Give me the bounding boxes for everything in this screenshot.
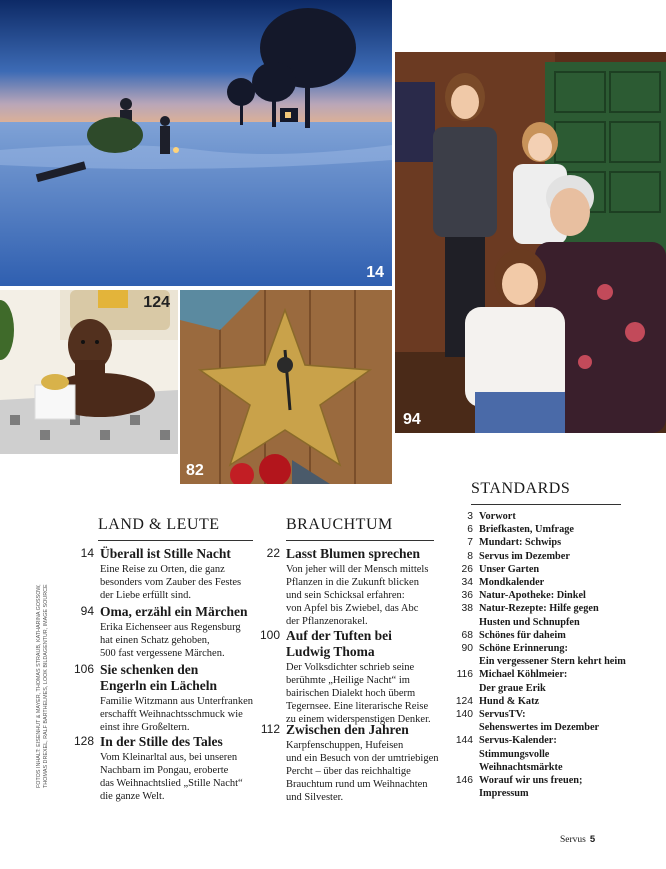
standards-item-page: 124 xyxy=(455,695,473,707)
toc-entry[interactable] xyxy=(66,662,276,734)
page-number: 5 xyxy=(589,834,596,845)
toc-entry-description: Erika Eichenseer aus Regensburg hat einen Schatz gehoben, 500 fast vergessene Märchen. xyxy=(100,622,241,659)
standards-item-label: Natur-Apotheke: Dinkel xyxy=(479,590,586,602)
toc-entry-title: Sie schenken den Engerln ein Lächeln xyxy=(100,662,218,693)
standards-item[interactable] xyxy=(447,682,627,695)
page-footer xyxy=(560,834,595,845)
toc-entry-page: 100 xyxy=(259,628,280,642)
standards-item-label: Worauf wir uns freuen; Impressum xyxy=(479,775,583,800)
toc-entry-page: 14 xyxy=(80,546,94,560)
dog-gift-photo xyxy=(0,290,178,454)
standards-item-label: Vorwort xyxy=(479,511,516,522)
toc-entry-title: In der Stille des Tales xyxy=(100,734,223,749)
standards-item-label: Sehenswertes im Dezember xyxy=(479,722,600,734)
toc-entry[interactable] xyxy=(66,546,276,602)
photo-credits-line: FOTOS INHALT: EISENHUT & MAYER, THOMAS STRAUB, KATHARINA GOSSOW, xyxy=(36,584,42,788)
standards-item-label: Michael Köhlmeier: xyxy=(479,669,568,681)
standards-item-label: Husten und Schnupfen xyxy=(479,616,580,628)
toc-entry-page: 128 xyxy=(73,734,94,748)
toc-entry-description: Familie Witzmann aus Unterfranken erschafft Weihnachtsschmuck wie einst ihre Großeltern. xyxy=(100,696,254,733)
standards-item[interactable] xyxy=(447,523,627,536)
standards-item-label: Schöne Erinnerung: xyxy=(479,643,568,655)
toc-entry-description: Karpfenschuppen, Hufeisen und ein Besuch von der umtriebigen Percht – über das reichhaltige Brauchtum rund um Weihnachten und Silvester. xyxy=(286,740,439,803)
toc-entry-title: Lasst Blumen sprechen xyxy=(286,546,421,561)
standards-item[interactable] xyxy=(447,695,627,708)
standards-item-page: 146 xyxy=(455,775,473,787)
standards-item-label: Hund & Katz xyxy=(479,695,540,707)
magazine-name: Servus xyxy=(560,835,586,845)
toc-entry-description: Der Volksdichter schrieb seine berühmte „Heilige Nacht“ im bairischen Dialekt hoch überm Tegernsee. Eine literarische Reise zu einem widerspenstigen Denker. xyxy=(286,662,431,725)
toc-entry[interactable] xyxy=(252,722,452,804)
standards-item-page xyxy=(447,655,473,668)
standards-item[interactable] xyxy=(447,642,627,655)
standards-item[interactable] xyxy=(447,774,627,800)
standards-item-page xyxy=(447,761,473,774)
standards-item[interactable] xyxy=(447,510,627,523)
photo-page-number: 124 xyxy=(143,294,170,311)
standards-item-page: 26 xyxy=(461,563,473,575)
toc-entry-page: 94 xyxy=(80,604,94,618)
standards-heading: STANDARDS xyxy=(471,480,621,505)
standards-item-label: Der graue Erik xyxy=(479,682,546,694)
standards-item-page: 116 xyxy=(456,669,473,681)
standards-item-page: 38 xyxy=(461,603,473,615)
toc-entry-description: Vom Kleinarltal aus, bei unseren Nachbarn im Pongau, eroberte das Weihnachtslied „Stille Nacht“ die ganze Welt. xyxy=(100,752,243,802)
toc-entry-description: Eine Reise zu Orten, die ganz besonders vom Zauber des Festes der Liebe erfüllt sind. xyxy=(100,564,242,601)
toc-entry[interactable] xyxy=(252,628,452,726)
standards-list xyxy=(447,510,627,800)
toc-entry-page: 112 xyxy=(260,722,280,736)
standards-item-page: 7 xyxy=(467,537,473,549)
standards-item-page: 6 xyxy=(467,524,473,536)
standards-item-page: 8 xyxy=(467,550,473,562)
standards-item-label: Briefkasten, Umfrage xyxy=(479,524,574,536)
standards-item[interactable] xyxy=(447,589,627,602)
standards-item-label: Weihnachtsmärkte xyxy=(479,761,563,773)
standards-item-label: Unser Garten xyxy=(479,563,540,575)
toc-entry-title: Zwischen den Jahren xyxy=(286,722,409,737)
toc-entry[interactable] xyxy=(66,734,276,803)
standards-item-label: Servus im Dezember xyxy=(479,550,570,562)
standards-item-label: ServusTV: xyxy=(479,709,526,721)
standards-item[interactable] xyxy=(447,629,627,642)
standards-item-label: Mundart: Schwips xyxy=(479,537,562,549)
winter-sledge-photo xyxy=(0,0,392,286)
photo-page-number: 94 xyxy=(403,411,421,428)
standards-item-page: 3 xyxy=(467,511,473,522)
standards-item-label: Schönes für daheim xyxy=(479,629,566,641)
standards-item[interactable] xyxy=(447,550,627,563)
toc-entry-title: Auf der Tuften bei Ludwig Thoma xyxy=(286,628,392,659)
toc-entry-description: Von jeher will der Mensch mittels Pflanzen in die Zukunft blicken und sein Schicksal erfahren: von Apfel bis Zwiebel, das Abc der Pflanzenorakel. xyxy=(286,564,429,627)
family-grandmother-photo xyxy=(395,52,666,433)
toc-entry[interactable] xyxy=(252,546,452,628)
standards-item-page xyxy=(447,721,473,734)
land-leute-heading: LAND & LEUTE xyxy=(98,516,253,541)
standards-item-page xyxy=(447,682,473,695)
photo-page-number: 14 xyxy=(366,264,384,281)
photo-credits-line: THOMAS DREXEL, RALF BARTHELMES, LOOK BILDAGENTUR, IMAGE SOURCE xyxy=(42,584,49,788)
photo-page-number: 82 xyxy=(186,462,204,479)
standards-item-label: Mondkalender xyxy=(479,577,545,589)
standards-item-label: Ein vergessener Stern kehrt heim xyxy=(479,656,626,668)
photo-credits xyxy=(36,584,49,788)
toc-entry-title: Oma, erzähl ein Märchen xyxy=(100,604,248,619)
standards-item-label: Natur-Rezepte: Hilfe gegen xyxy=(479,603,599,615)
standards-item-page: 36 xyxy=(461,590,473,602)
standards-item-label: Servus-Kalender: Stimmungsvolle xyxy=(479,735,557,760)
standards-item-page: 144 xyxy=(455,735,473,747)
standards-item[interactable] xyxy=(447,708,627,721)
standards-item[interactable] xyxy=(447,734,627,760)
standards-item-page: 34 xyxy=(461,577,473,589)
standards-item[interactable] xyxy=(447,602,627,615)
standards-item[interactable] xyxy=(447,536,627,549)
standards-item-page xyxy=(447,616,473,629)
toc-entry-title: Überall ist Stille Nacht xyxy=(100,546,231,561)
brauchtum-heading: BRAUCHTUM xyxy=(286,516,434,541)
standards-item-page: 68 xyxy=(461,629,473,641)
standards-item-page: 90 xyxy=(461,643,473,655)
standards-item[interactable] xyxy=(447,761,627,774)
toc-entry-page: 106 xyxy=(73,662,94,676)
standards-item[interactable] xyxy=(447,563,627,576)
standards-item[interactable] xyxy=(447,616,627,629)
toc-entry-page: 22 xyxy=(266,546,280,560)
standards-item[interactable] xyxy=(447,576,627,589)
toc-entry[interactable] xyxy=(66,604,276,660)
standards-item[interactable] xyxy=(447,655,627,668)
standards-item[interactable] xyxy=(447,668,627,681)
standards-item-page: 140 xyxy=(455,709,473,721)
standards-item[interactable] xyxy=(447,721,627,734)
paper-star-photo xyxy=(180,290,392,484)
